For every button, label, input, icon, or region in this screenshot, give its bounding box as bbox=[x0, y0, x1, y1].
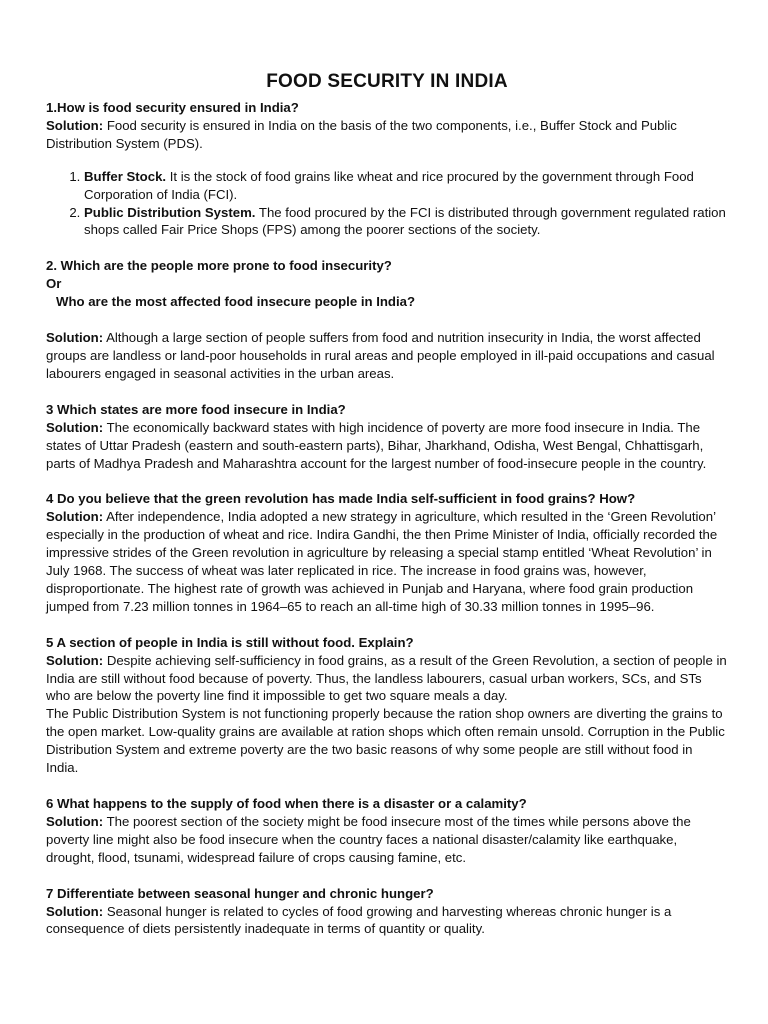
question-5: 5 A section of people in India is still without food. Explain? bbox=[46, 634, 414, 650]
answer-5-text: Despite achieving self-sufficiency in food grains, as a result of the Green Revolution, a section of people in India are still without food because of poverty. Thus, the landless labourers, casual urban workers, SCs, and STs who are below the poverty line find it impossible to get two square meals a day. bbox=[46, 652, 727, 704]
answer-7 bbox=[46, 903, 728, 939]
list-item-text: The food procured by the FCI is distributed through government regulated ration shops called Fair Price Shops (FPS) among the poorer sections of the society. bbox=[84, 204, 726, 238]
list-item-term: Public Distribution System. bbox=[84, 204, 256, 220]
question-4: 4 Do you believe that the green revolution has made India self-sufficient in food grains? How? bbox=[46, 491, 636, 507]
solution-label: Solution: bbox=[46, 117, 104, 133]
list-item-text: It is the stock of food grains like wheat and rice procured by the government through Food Corporation of India (FCI). bbox=[84, 168, 694, 202]
solution-label: Solution: bbox=[46, 813, 104, 829]
solution-label: Solution: bbox=[46, 903, 104, 919]
answer-1-text: Food security is ensured in India on the basis of the two components, i.e., Buffer Stock and Public Distribution System (PDS). bbox=[46, 117, 677, 151]
answer-4 bbox=[46, 508, 728, 615]
answer-4-text: After independence, India adopted a new strategy in agriculture, which resulted in the ‘Green Revolution’ especially in the production of wheat and rice. Indira Gandhi, the then Prime Minister of India, officially recorded the impressive strides of the Green revolution in agriculture by releasing a special stamp entitled ‘Wheat Revolution’ in July 1968. The success of wheat was later replicated in rice. The increase in food grains was, however, disproportionate. The highest rate of growth was achieved in Punjab and Haryana, where food grain production jumped from 7.23 million tonnes in 1964–65 to reach an all-time high of 30.33 million tonnes in 1995–96. bbox=[46, 509, 718, 614]
solution-label: Solution: bbox=[46, 509, 104, 525]
question-1: 1.How is food security ensured in India? bbox=[46, 100, 299, 115]
list-item bbox=[84, 204, 728, 240]
answer-7-text: Seasonal hunger is related to cycles of food growing and harvesting whereas chronic hunger is a consequence of diets persistently inadequate in terms of quantity or quality. bbox=[46, 903, 672, 937]
question-2-alt: Who are the most affected food insecure people in India? bbox=[56, 294, 416, 310]
answer-6-text: The poorest section of the society might be food insecure most of the times while persons above the poverty line might also be food insecure when the country faces a national disaster/calamity like earthquake, drought, flood, tsunami, widespread failure of crops causing famine, etc. bbox=[46, 813, 691, 865]
components-list bbox=[46, 168, 728, 240]
list-item-term: Buffer Stock. bbox=[84, 168, 167, 184]
answer-2 bbox=[46, 329, 728, 383]
page-title: FOOD SECURITY IN INDIA bbox=[266, 71, 508, 92]
question-7: 7 Differentiate between seasonal hunger and chronic hunger? bbox=[46, 885, 434, 901]
answer-5-continued: The Public Distribution System is not functioning properly because the ration shop owners are diverting the grains to the open market. Low-quality grains are available at ration shops which often remain unsold. Corruption in the Public Distribution System and extreme poverty are the two basic reasons of why some people are still without food in India. bbox=[46, 706, 725, 776]
solution-label: Solution: bbox=[46, 419, 104, 435]
answer-3-text: The economically backward states with high incidence of poverty are more food insecure in India. The states of Uttar Pradesh (eastern and south-eastern parts), Bihar, Jharkhand, Odisha, West Bengal, Chhattisgarh, parts of Madhya Pradesh and Maharashtra account for the largest number of food-insecure people in the country. bbox=[46, 419, 707, 471]
solution-label: Solution: bbox=[46, 652, 104, 668]
answer-6 bbox=[46, 813, 728, 867]
question-3: 3 Which states are more food insecure in India? bbox=[46, 401, 346, 417]
question-6: 6 What happens to the supply of food when there is a disaster or a calamity? bbox=[46, 796, 527, 811]
question-2-or: Or bbox=[46, 276, 62, 292]
list-item bbox=[84, 168, 728, 204]
answer-1 bbox=[46, 117, 728, 153]
answer-3 bbox=[46, 419, 728, 473]
question-2: 2. Which are the people more prone to food insecurity? bbox=[46, 258, 392, 274]
answer-5 bbox=[46, 652, 728, 706]
solution-label: Solution: bbox=[46, 330, 104, 346]
answer-2-text: Although a large section of people suffers from food and nutrition insecurity in India, the worst affected groups are landless or land-poor households in rural areas and people employed in ill-paid occupations and casual labourers engaged in seasonal activities in the urban areas. bbox=[46, 330, 715, 381]
